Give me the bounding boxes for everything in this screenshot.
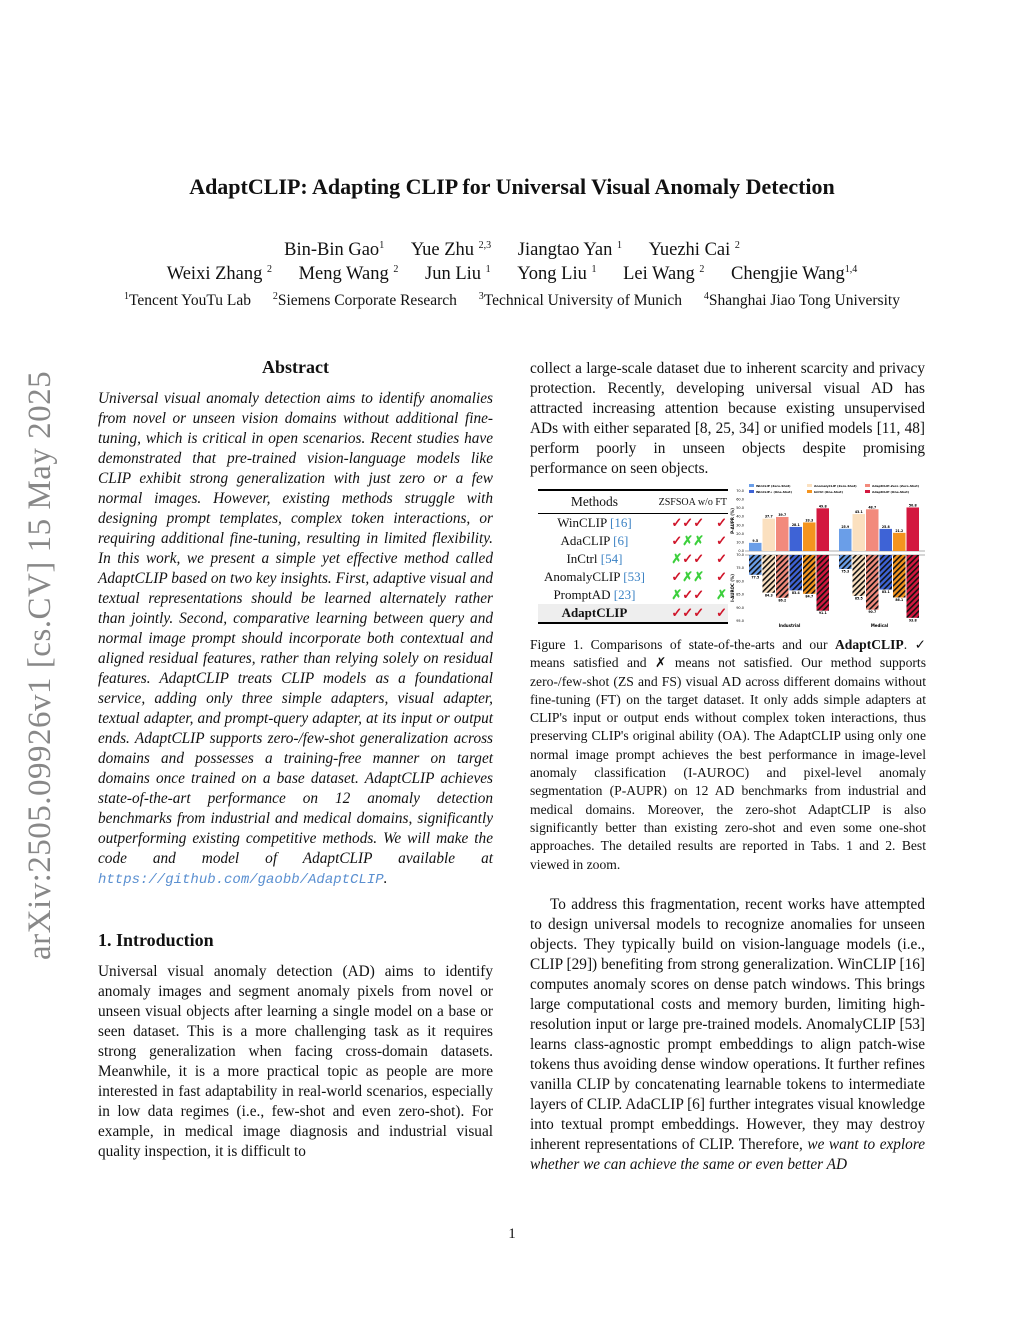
- method-marks: [651, 532, 728, 550]
- bar-p-aupr: [790, 527, 803, 551]
- legend-swatch: [749, 490, 754, 493]
- method-name: AdaptCLIP: [538, 604, 651, 623]
- header-flags: ZSFSOA w/o FT: [651, 490, 728, 514]
- mark: ✓: [693, 551, 705, 566]
- mark: ✓: [671, 533, 683, 548]
- bar-i-auroc: [776, 555, 789, 598]
- x-category-label: Medical: [870, 623, 889, 628]
- data-label: 37.7: [764, 514, 773, 519]
- data-label: 43.1: [854, 510, 863, 515]
- affiliations: [0, 291, 1024, 310]
- bar-i-auroc: [907, 555, 920, 618]
- data-label: 86.2: [778, 598, 787, 603]
- data-label: 90.7: [868, 610, 877, 615]
- legend-swatch: [865, 490, 870, 493]
- author: Bin-Bin Gao$^1$: [284, 240, 385, 261]
- method-marks: [651, 550, 728, 568]
- legend-label: AdaptCLIP-Zero (Zero-Shot): [872, 484, 920, 488]
- paragraph-body: To address this fragmentation, recent works have attempted to design universal models to recognize anomalies for unseen objects. They typically build on vision-language models (i.e., CLIP [29]) benefiting from strong generalization. WinCLIP [16] computes anomaly scores on dense patch windows. This brings large computational costs and memory burden, limiting high-resolution input or large pre-trained models. AnomalyCLIP [53] learns class-agnostic prompt embeddings to align patch-wise tokens thus avoiding dense window operations. It further refines vanilla CLIP by concatenating learnable tokens to intermediate layers of CLIP. AdaCLIP [6] further integrates visual knowledge into textual prompt embeddings. However, they may destroy inherent representations of CLIP. Therefore,: [530, 896, 925, 1153]
- mark: ✓: [682, 587, 694, 602]
- method-name: AnomalyCLIP [53]: [543, 569, 645, 584]
- mark: ✗: [671, 551, 683, 566]
- bar-p-aupr: [893, 533, 906, 551]
- y-tick-label: 75.0: [736, 566, 744, 571]
- arxiv-identifier: arXiv:2505.09926v1 [cs.CV] 15 May 2025: [22, 370, 58, 960]
- data-label: 77.5: [751, 575, 760, 580]
- bar-p-aupr: [776, 517, 789, 551]
- authors-row-2: [0, 264, 1024, 285]
- mark: ✓: [671, 569, 683, 584]
- left-column: [98, 357, 493, 1162]
- y-tick-label: 90.0: [736, 605, 744, 610]
- bar-p-aupr: [749, 543, 762, 551]
- authors-row-1: [0, 240, 1024, 261]
- y-tick-label: 85.0: [736, 592, 744, 597]
- paragraph: [530, 895, 925, 1175]
- paragraph-italic: we want to explore whether we can achieve the same or even better AD: [530, 1136, 925, 1173]
- author: Jiangtao Yan $^1$: [517, 240, 622, 261]
- mark: ✓: [682, 551, 694, 566]
- mark: ✓: [682, 605, 694, 620]
- mark: ✓: [716, 605, 727, 620]
- x-category-label: Industrial: [778, 623, 801, 628]
- bar-i-auroc: [893, 555, 906, 598]
- method-name: WinCLIP [16]: [557, 515, 632, 530]
- bar-i-auroc: [853, 555, 866, 596]
- data-label: 25.9: [841, 524, 850, 529]
- legend-swatch: [807, 490, 812, 493]
- method-name: AdaCLIP [6]: [560, 533, 629, 548]
- github-link[interactable]: https://github.com/gaobb/AdaptCLIP: [98, 872, 384, 888]
- data-label: 48.7: [868, 505, 877, 510]
- data-label: 25.8: [881, 524, 890, 529]
- author: Weixi Zhang $^2$: [166, 264, 272, 285]
- mark: ✓: [693, 515, 705, 530]
- performance-bar-chart: [731, 481, 927, 629]
- legend-label: WinCLIP (Zero-Shot): [756, 484, 791, 488]
- y-axis-label: I-AUROC (%): [730, 574, 735, 602]
- legend-label: WinCLIP+ (One-Shot): [756, 490, 792, 494]
- bar-p-aupr: [907, 507, 920, 551]
- data-label: 21.2: [895, 528, 904, 533]
- method-marks: [651, 604, 728, 623]
- mark: ✗: [716, 587, 727, 602]
- mark: ✗: [671, 587, 683, 602]
- bar-i-auroc: [763, 555, 776, 593]
- paper-title: AdaptCLIP: Adapting CLIP for Universal Visual Anomaly Detection: [189, 174, 835, 199]
- abstract-text: Universal visual anomaly detection aims to identify anomalies from novel or unseen vision domains without additional fine-tuning, which is critical in open scenarios. Recent studies have demonstrated that pre-trained vision-language models like CLIP exhibit strong generalization with just zero or a few normal images. However, existing methods struggle with designing prompt templates, complex token interactions, or requiring additional fine-tuning, resulting in limited flexibility. In this work, we present a simple yet effective method called AdaptCLIP based on two key insights. First, adaptive visual and textual representations should be learned alternately rather than jointly. Second, comparative learning between query and normal image prompt should incorporate both contextual and aligned residual features, rather than relying solely on residual features. AdaptCLIP treats CLIP models as a foundational service, adding only three simple adapters, visual adapter, textual adapter, and prompt-query adapter, at its input or output ends. AdaptCLIP supports zero-/few-shot generalization across domains and possesses a training-free manner on target domains once trained on a base dataset. AdaptCLIP achieves state-of-the-art performance on 12 anomaly detection benchmarks from industrial and medical domains, significantly outperforming existing competitive methods. We will make the code and model of AdaptCLIP available at https://github.com/gaobb/AdaptCLIP.: [98, 390, 493, 888]
- bar-i-auroc: [839, 555, 852, 569]
- method-name: InCtrl [54]: [566, 551, 623, 566]
- data-label: 49.8: [818, 504, 827, 509]
- data-label: 91.1: [818, 611, 827, 616]
- method-marks: [651, 586, 728, 604]
- y-tick-label: 80.0: [736, 579, 744, 584]
- data-label: 9.5: [752, 538, 759, 543]
- bar-p-aupr: [853, 514, 866, 551]
- paragraph: collect a large-scale dataset due to inherent scarcity and privacy protection. Recently, developing universal visual AD has attracted increasing attention because existing unsupervised ADs with either separated [8, 25, 34] or unified models [11, 48] perform poorly in unseen objects despite promising performance on seen objects.: [530, 360, 925, 477]
- author: Yong Liu $^1$: [517, 264, 597, 285]
- table-row: [538, 514, 728, 533]
- y-tick-label: 60.0: [736, 497, 744, 502]
- table-header: [538, 490, 728, 514]
- y-tick-label: 10.0: [736, 540, 744, 545]
- mark: ✗: [682, 533, 694, 548]
- y-tick-label: 30.0: [736, 523, 744, 528]
- mark: ✓: [671, 515, 683, 530]
- y-tick-label: 95.0: [736, 619, 744, 623]
- mark: ✗: [693, 569, 705, 584]
- legend-swatch: [807, 484, 812, 487]
- mark: ✓: [716, 533, 727, 548]
- y-tick-label: 0.0: [738, 549, 744, 553]
- mark: ✓: [671, 605, 683, 620]
- author: Yue Zhu $^{2,3}$: [410, 240, 492, 261]
- author: Meng Wang $^2$: [298, 264, 399, 285]
- y-tick-label: 50.0: [736, 506, 744, 511]
- caption-label: Figure 1.: [530, 637, 584, 652]
- bar-p-aupr: [803, 522, 816, 551]
- table-row: [538, 532, 728, 550]
- data-label: 84.3: [764, 593, 773, 598]
- data-label: 86.1: [895, 598, 904, 603]
- bar-p-aupr: [839, 529, 852, 551]
- data-label: 33.3: [805, 518, 814, 523]
- author: Jun Liu $^1$: [425, 264, 491, 285]
- mark: ✓: [682, 515, 694, 530]
- table-row: [538, 604, 728, 623]
- legend-label: AnomalyCLIP (Zero-Shot): [814, 484, 857, 488]
- mark: ✓: [693, 587, 705, 602]
- affiliation: $^4$Shanghai Jiao Tong University: [703, 291, 900, 310]
- y-tick-label: 40.0: [736, 514, 744, 519]
- table-row: [538, 550, 728, 568]
- mark: ✓: [716, 551, 727, 566]
- data-label: 85.5: [854, 596, 863, 601]
- data-label: 93.8: [908, 618, 917, 623]
- table-row: [538, 586, 728, 604]
- bar-i-auroc: [790, 555, 803, 590]
- bar-i-auroc: [817, 555, 830, 611]
- method-marks: [651, 568, 728, 586]
- y-axis-label: P-AUPR (%): [730, 508, 735, 534]
- bar-i-auroc: [803, 555, 816, 594]
- bar-p-aupr: [866, 509, 879, 551]
- y-tick-label: 20.0: [736, 531, 744, 536]
- methods-comparison-table: [538, 489, 728, 624]
- right-column-top: [530, 359, 925, 479]
- mark: ✗: [682, 569, 694, 584]
- table-row: [538, 568, 728, 586]
- legend-label: InCtrl (One-Shot): [814, 490, 843, 494]
- legend-swatch: [865, 484, 870, 487]
- bar-p-aupr: [763, 519, 776, 551]
- caption-text: Comparisons of state-of-the-arts and our: [583, 637, 835, 652]
- bar-p-aupr: [817, 508, 830, 551]
- abstract-body: Universal visual anomaly detection aims to identify anomalies from novel or unseen vision domains without additional fine-tuning, which is critical in open scenarios. Recent studies have demonstrated that pre-trained vision-language models like CLIP exhibit strong generalization with just zero or a few normal images. However, existing methods struggle with designing prompt templates, complex token interactions, or requiring additional fine-tuning, resulting in limited flexibility. In this work, we present a simple yet effective method called AdaptCLIP based on two key insights. First, adaptive visual and textual representations should be learned alternately rather than jointly. Second, comparative learning between query and normal image prompt should incorporate both contextual and aligned residual features, rather than relying solely on residual features. AdaptCLIP treats CLIP models as a foundational service, adding only three simple adapters, visual adapter, textual adapter, and prompt-query adapter, at its input or output ends. AdaptCLIP supports zero-/few-shot generalization across domains and possesses a training-free manner on target domains once trained on a base dataset. AdaptCLIP achieves state-of-the-art performance on 12 anomaly detection benchmarks from industrial and medical domains, significantly outperforming existing competitive methods. We will make the code and model of AdaptCLIP available at: [98, 390, 493, 867]
- method-name: PromptAD [23]: [553, 587, 636, 602]
- affiliation: $^2$Siemens Corporate Research: [272, 291, 457, 310]
- author: Lei Wang $^2$: [623, 264, 705, 285]
- y-tick-label: 70.0: [736, 553, 744, 557]
- bar-i-auroc: [880, 555, 893, 590]
- data-label: 83.4: [791, 590, 800, 595]
- mark: ✓: [716, 569, 727, 584]
- y-tick-label: 70.0: [736, 489, 744, 493]
- bar-i-auroc: [866, 555, 879, 610]
- legend-label: AdaptCLIP (One-Shot): [872, 490, 910, 494]
- bar-i-auroc: [749, 555, 762, 575]
- data-label: 83.1: [881, 590, 890, 595]
- author: Yuezhi Cai $^2$: [648, 240, 740, 261]
- method-marks: [651, 514, 728, 533]
- caption-bold: AdaptCLIP: [834, 637, 904, 652]
- caption-rest: . ✓ means satisfied and ✗ means not satisfied. Our method supports zero-/few-shot (ZS and FS) visual AD across different domains without fine-tuning (FT) on the target dataset. It only adds simple adapters at CLIP's input or output ends without complex token interactions, thus preserving CLIP's original ability (OA). The AdaptCLIP using only one normal image prompt achieves the best performance in image-level anomaly classification (I-AUROC) and pixel-level anomaly segmentation (P-AUPR) on 12 AD benchmarks from industrial and medical domains. Moreover, the zero-shot AdaptCLIP is also significantly better than existing zero-shot and even some one-shot approaches. The detailed results are reported in Tabs. 1 and 2. Best viewed in zoom.: [530, 637, 927, 872]
- author: Chengjie Wang$^{1,4}$: [730, 264, 858, 285]
- mark: ✗: [693, 533, 705, 548]
- affiliation: $^3$Technical University of Munich: [478, 291, 682, 310]
- introduction-text: Universal visual anomaly detection (AD) aims to identify anomaly images and segment anomaly pixels from novel or unseen visual objects after learning a single model on a base or seen dataset. This is a more challenging task as it requires strong generalization when facing cross-domain datasets. Meanwhile, it is a more practical topic as people are more interested in fast adaptability in real-world scenarios, especially in low data regimes (i.e., few-shot and even zero-shot). For example, in medical image diagnosis and industrial visual quality inspection, it is difficult to: [98, 963, 493, 1160]
- page-number: 1: [508, 1226, 516, 1242]
- bar-p-aupr: [880, 529, 893, 551]
- header-methods: Methods: [538, 490, 651, 514]
- data-label: 50.8: [908, 503, 917, 508]
- introduction-heading: 1. Introduction: [98, 930, 214, 950]
- data-label: 75.3: [841, 569, 850, 574]
- abstract-heading: Abstract: [262, 357, 329, 377]
- figure-caption: [530, 636, 926, 874]
- data-label: 84.7: [805, 594, 814, 599]
- legend-swatch: [749, 484, 754, 487]
- data-label: 39.7: [778, 512, 787, 517]
- mark: ✓: [693, 605, 705, 620]
- affiliation: $^1$Tencent YouTu Lab: [124, 291, 251, 310]
- data-label: 28.1: [791, 522, 800, 527]
- right-column-bottom: [530, 895, 925, 1175]
- mark: ✓: [716, 515, 727, 530]
